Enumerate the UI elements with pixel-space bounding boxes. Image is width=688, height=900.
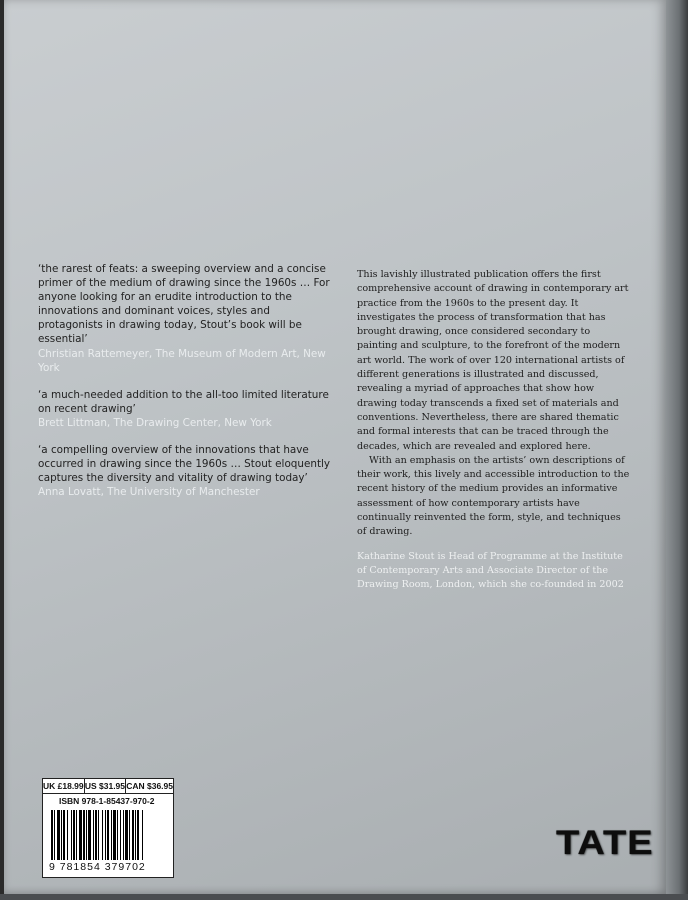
barcode-bar <box>83 810 85 860</box>
price-uk: UK £18.99 <box>43 781 84 791</box>
barcode-bar <box>54 810 55 860</box>
review-quote <box>38 388 338 430</box>
author-bio: Katharine Stout is Head of Programme at the Institute of Contemporary Arts and Associate Director of the Drawing Room, London, which she co-founded in 2002 <box>357 550 624 591</box>
description-paragraph: With an emphasis on the artists’ own descriptions of their work, this lively and accessible introduction to the recent history of the medium provides an informative assessment of how contemporary artists have continually reinvented the form, style, and techniques of drawing. <box>357 454 630 538</box>
review-quote <box>38 443 338 499</box>
barcode-bar <box>105 810 106 860</box>
page-edge <box>666 0 688 900</box>
barcode-bar <box>93 810 94 860</box>
barcode-bar <box>125 810 128 860</box>
barcode-bar <box>120 810 121 860</box>
barcode-bar <box>61 810 62 860</box>
barcode-bar <box>73 810 75 860</box>
price-row <box>43 779 173 794</box>
barcode-bar <box>135 810 136 860</box>
barcode-bar <box>107 810 109 860</box>
barcode-bar <box>113 810 116 860</box>
barcode-bar <box>63 810 65 860</box>
barcode-bar <box>95 810 97 860</box>
quote-attribution: Christian Rattemeyer, The Museum of Modern Art, New York <box>38 347 326 374</box>
barcode-bar <box>117 810 118 860</box>
barcode-bar <box>88 810 91 860</box>
isbn: ISBN 978-1-85437-970-2 <box>59 796 155 806</box>
barcode-bar <box>67 810 68 860</box>
barcode-bar <box>102 810 103 860</box>
quote-text: ‘a much-needed addition to the all-too limited literature on recent drawing’ <box>38 388 329 415</box>
barcode-bar <box>129 810 130 860</box>
barcode-bar <box>51 810 53 860</box>
review-quotes <box>38 262 338 512</box>
barcode <box>43 808 173 877</box>
bottom-edge <box>0 894 688 900</box>
price-can: CAN $36.95 <box>126 781 173 791</box>
quote-text: ‘a compelling overview of the innovations that have occurred in drawing since the 1960s … Stout eloquently captures the diversity and vitality of drawing today’ <box>38 444 331 485</box>
barcode-bar <box>79 810 82 860</box>
description-paragraph: This lavishly illustrated publication offers the first comprehensive account of drawing in contemporary art practice from the 1960s to the present day. It investigates the process of transformation that has brought drawing, once considered secondary to painting and sculpture, to the forefront of the modern art world. The work of over 120 international artists of different generations is illustrated and discussed, revealing a myriad of approaches that show how drawing today transcends a fixed set of materials and conventions. Nevertheless, there are shared thematic and formal interests that can be traced through the decades, which are revealed and explored here. <box>357 269 629 452</box>
barcode-bar <box>137 810 139 860</box>
barcode-bar <box>132 810 134 860</box>
barcode-bar <box>86 810 87 860</box>
price-barcode-box <box>42 778 174 878</box>
price-us: US $31.95 <box>84 781 126 791</box>
quote-text: ‘the rarest of feats: a sweeping overview and a concise primer of the medium of drawing since the 1960s … For anyone looking for an erudite introduction to the innovations and dominant voices, styles and protagonists in drawing today, Stout’s book will be essential’ <box>38 263 330 346</box>
barcode-bar <box>98 810 99 860</box>
book-description <box>357 268 632 593</box>
review-quote <box>38 262 338 375</box>
tate-logo: TATE <box>556 824 654 862</box>
barcode-bar <box>111 810 112 860</box>
barcode-number: 9 781854 379702 <box>49 861 146 873</box>
barcode-bar <box>71 810 72 860</box>
quote-attribution: Anna Lovatt, The University of Manchester <box>38 486 260 499</box>
barcode-bar <box>123 810 124 860</box>
barcode-bar <box>142 810 143 860</box>
barcode-bar <box>57 810 60 860</box>
barcode-bars <box>49 810 165 860</box>
barcode-bar <box>76 810 77 860</box>
quote-attribution: Brett Littman, The Drawing Center, New York <box>38 416 272 429</box>
